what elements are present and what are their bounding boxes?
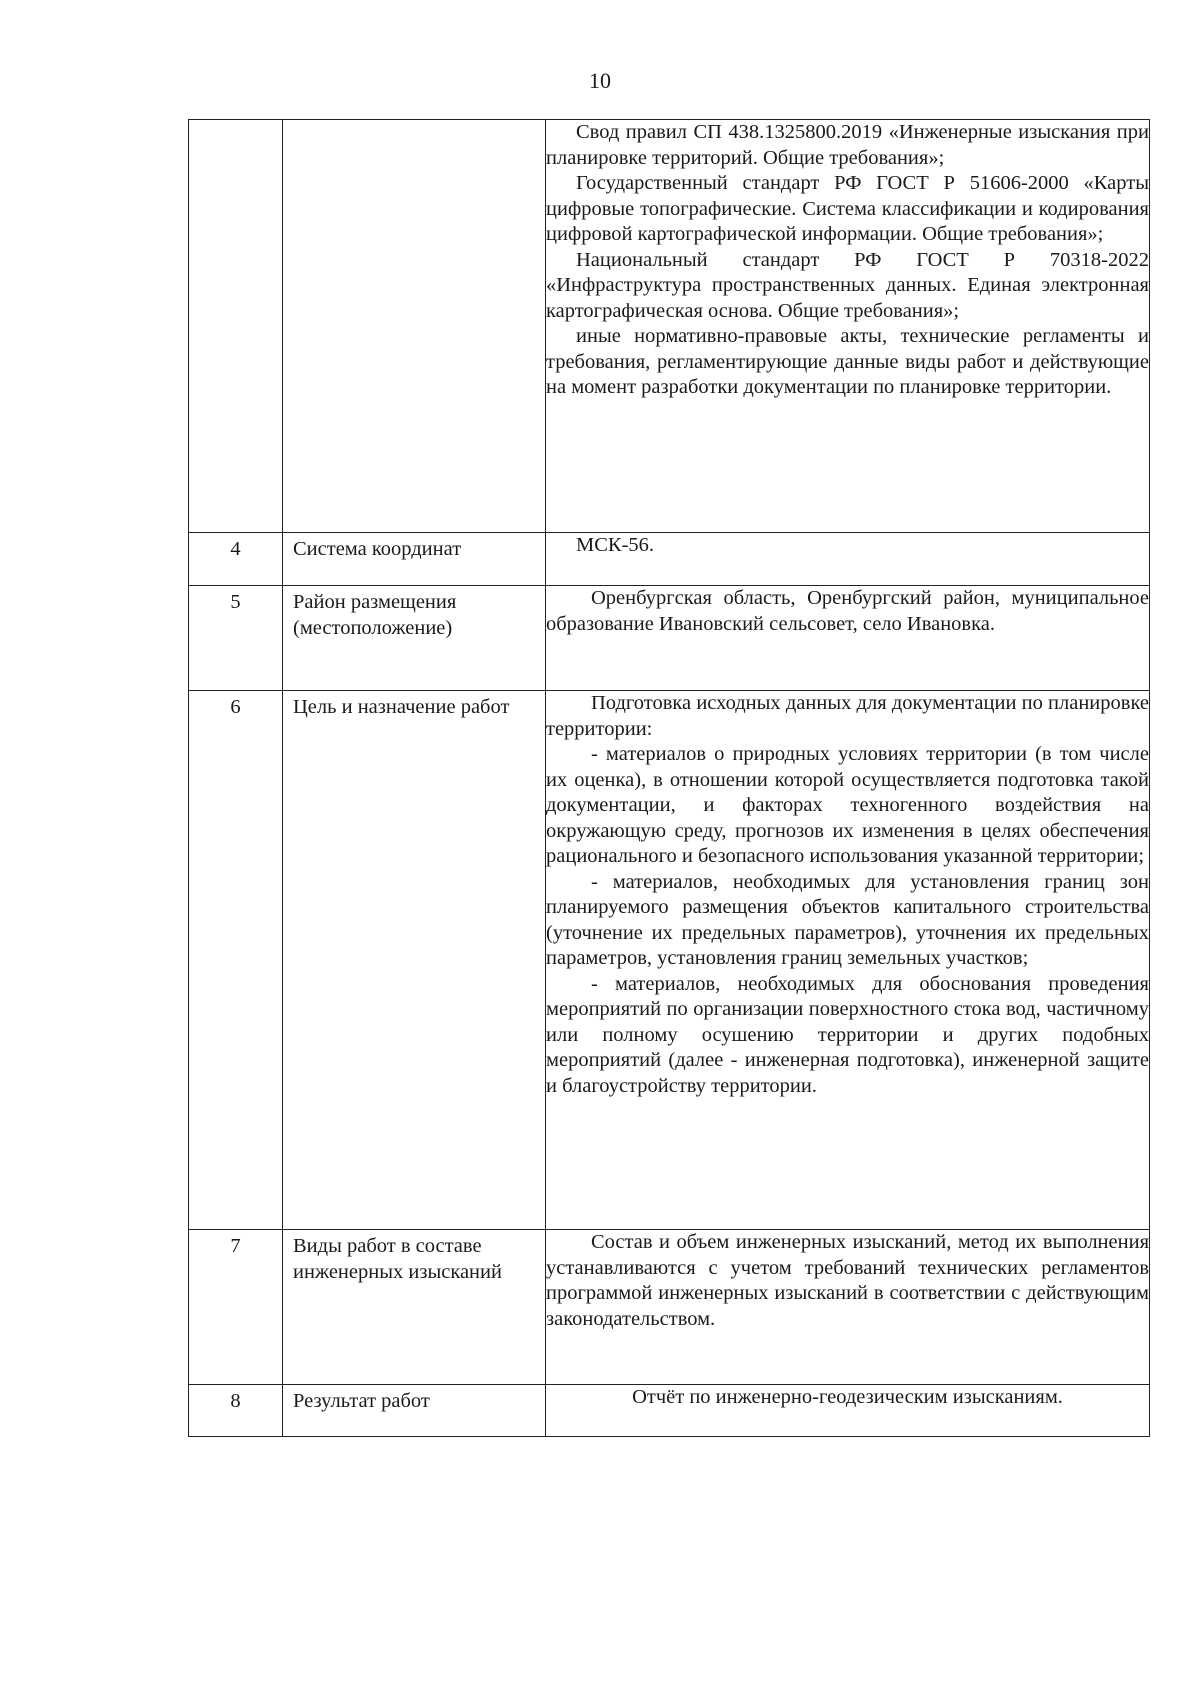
- row-number: [189, 120, 282, 124]
- row-name-cell: [283, 586, 546, 691]
- table-row: [189, 1385, 1150, 1437]
- row-name-cell: [283, 691, 546, 1230]
- row-number: 8: [230, 1390, 241, 1412]
- row-number: 6: [230, 696, 241, 718]
- content-paragraph: - материалов о природных условиях территории (в том числе их оценка), в отношении которой осуществляется подготовка такой документации, и факторах техногенного воздействия на окружающую среду, прогнозов их изменения в целях обеспечения рационального и безопасного использования указанной территории;: [546, 743, 1149, 867]
- row-content-cell: [546, 1385, 1150, 1437]
- table-row: [189, 120, 1150, 533]
- row-name: Виды работ в составе инженерных изысканий: [293, 1235, 502, 1283]
- table-row: [189, 1230, 1150, 1385]
- row-name-cell: [283, 1385, 546, 1437]
- content-paragraph: Оренбургская область, Оренбургский район, муниципальное образование Ивановский сельсовет, село Ивановка.: [546, 587, 1149, 635]
- row-number-cell: [189, 1385, 283, 1437]
- row-name-cell: [283, 1230, 546, 1385]
- content-paragraph: Государственный стандарт РФ ГОСТ Р 51606-2000 «Карты цифровые топографические. Система классификации и кодирования цифровой картографической информации. Общие требования»;: [546, 172, 1149, 245]
- requirements-table: [188, 119, 1150, 1437]
- row-name: Район размещения (местоположение): [293, 591, 457, 639]
- content-paragraph: Подготовка исходных данных для документации по планировке территории:: [546, 692, 1149, 740]
- row-content-cell: [546, 586, 1150, 691]
- table-row: [189, 586, 1150, 691]
- content-paragraph: - материалов, необходимых для обоснования проведения мероприятий по организации поверхностного стока вод, частичному или полному осушению территории и других подобных мероприятий (далее - инженерная подготовка), инженерной защите и благоустройству территории.: [546, 972, 1149, 1097]
- content-paragraph: - материалов, необходимых для установления границ зон планируемого размещения объектов капитального строительства (уточнение их предельных параметров), уточнения их предельных параметров, установления границ земельных участков;: [546, 870, 1149, 969]
- row-number-cell: [189, 586, 283, 691]
- content-paragraph: Состав и объем инженерных изысканий, метод их выполнения устанавливаются с учетом требований технических регламентов программой инженерных изысканий в соответствии с действующим законодательством.: [546, 1231, 1149, 1330]
- row-number-cell: [189, 691, 283, 1230]
- page-number: 10: [589, 68, 611, 93]
- row-content-cell: [546, 120, 1150, 533]
- row-name: [283, 120, 545, 124]
- table-row: [189, 691, 1150, 1230]
- row-name-cell: [283, 533, 546, 586]
- table-row: [189, 533, 1150, 586]
- row-number: 7: [230, 1235, 241, 1257]
- row-name: Система координат: [293, 538, 462, 560]
- row-content-cell: [546, 691, 1150, 1230]
- content-paragraph: Свод правил СП 438.1325800.2019 «Инженерные изыскания при планировке территорий. Общие требования»;: [546, 121, 1149, 169]
- content-paragraph: иные нормативно-правовые акты, технические регламенты и требования, регламентирующие данные виды работ и действующие на момент разработки документации по планировке территории.: [546, 325, 1149, 398]
- row-name: Результат работ: [293, 1390, 430, 1412]
- row-name: Цель и назначение работ: [293, 696, 510, 718]
- row-number: 5: [230, 591, 241, 613]
- row-name-cell: [283, 120, 546, 533]
- row-content-cell: [546, 533, 1150, 586]
- row-number-cell: [189, 1230, 283, 1385]
- content-paragraph: Отчёт по инженерно-геодезическим изысканиям.: [632, 1386, 1063, 1408]
- content-paragraph: МСК-56.: [576, 534, 655, 556]
- row-number-cell: [189, 120, 283, 533]
- row-content-cell: [546, 1230, 1150, 1385]
- content-paragraph: Национальный стандарт РФ ГОСТ Р 70318-2022 «Инфраструктура пространственных данных. Единая электронная картографическая основа. Общие требования»;: [546, 248, 1149, 322]
- row-number-cell: [189, 533, 283, 586]
- row-number: 4: [230, 538, 241, 560]
